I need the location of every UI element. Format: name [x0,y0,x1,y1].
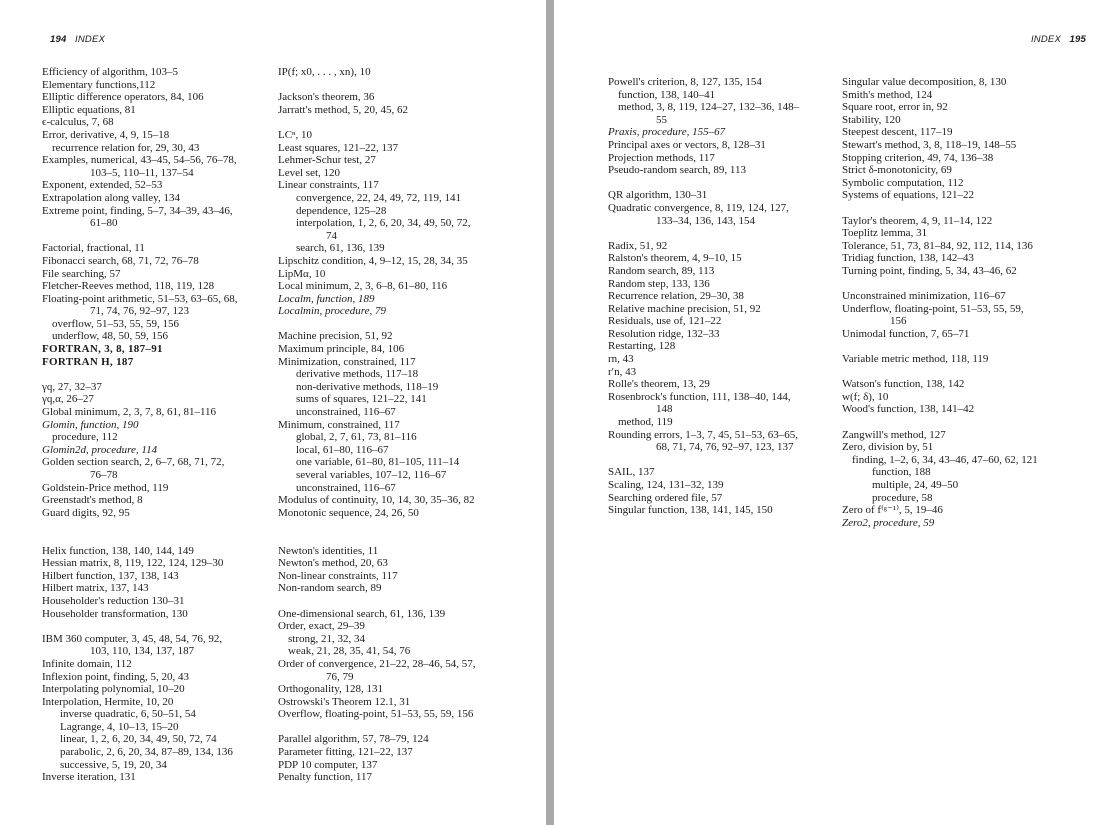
index-entry: Minimization, constrained, 117 [278,355,416,368]
index-entry: Rolle's theorem, 13, 29 [608,378,710,391]
index-entry: Glomin, function, 190 [42,418,139,431]
index-entry: Lehmer-Schur test, 27 [278,154,376,167]
index-entry: Order, exact, 29–39 [278,620,365,633]
index-entry: Fletcher-Reeves method, 118, 119, 128 [42,280,215,293]
index-subentry: procedure, 112 [52,431,118,444]
index-entry: Square root, error in, 92 [842,101,948,114]
index-entry: One-dimensional search, 61, 136, 139 [278,607,446,620]
index-entry: File searching, 57 [42,267,121,280]
entry-gap [608,454,836,467]
index-subentry: multiple, 24, 49–50 [872,479,959,491]
index-entry: Restarting, 128 [608,340,676,353]
index-entry: Householder transformation, 130 [42,607,188,620]
entry-gap [608,227,836,240]
index-entry: Ostrowski's Theorem 12.1, 31 [278,695,411,708]
left-running-head [50,34,105,45]
index-entry: Hessian matrix, 8, 119, 122, 124, 129–30 [42,557,224,570]
left-page-number: 194 [50,34,67,45]
index-entry: Systems of equations, 121–22 [842,189,974,202]
index-entry: Residuals, use of, 121–22 [608,315,722,328]
index-subentry: 68, 71, 74, 76, 92–97, 123, 137 [656,441,794,454]
right-page-title: INDEX [1030,34,1062,45]
index-subentry: one variable, 61–80, 81–105, 111–14 [296,456,460,469]
index-entry: Zero, division by, 51 [842,441,934,454]
right-page-number: 195 [1069,34,1086,45]
entry-gap [42,368,274,381]
index-entry: Radix, 51, 92 [608,239,668,252]
index-entry: Error, derivative, 4, 9, 15–18 [42,128,170,141]
index-entry: SAIL, 137 [608,466,655,479]
index-entry: Singular function, 138, 141, 145, 150 [608,504,773,517]
left-page-title: INDEX [74,34,106,45]
index-column-left-2 [278,66,536,784]
index-entry: Zero2, procedure, 59 [842,516,935,529]
index-subentry: 61–80 [90,217,118,230]
index-subentry: method, 3, 8, 119, 124–27, 132–36, 148– [618,101,800,114]
index-entry: Modulus of continuity, 10, 14, 30, 35–36, 82 [278,494,475,507]
entry-gap [842,278,1096,291]
index-entry: Local minimum, 2, 3, 6–8, 61–80, 116 [278,280,448,293]
index-entry: Orthogonality, 128, 131 [278,683,383,696]
index-subentry: unconstrained, 116–67 [296,406,396,419]
index-subentry: 103–5, 110–11, 137–54 [90,166,194,179]
index-entry: Localmin, procedure, 79 [278,305,386,318]
index-entry: Pseudo-random search, 89, 113 [608,164,746,177]
index-entry: Localm, function, 189 [278,292,375,305]
index-entry: Extrapolation along valley, 134 [42,191,180,204]
index-entry: Hilbert function, 137, 138, 143 [42,569,179,582]
index-subentry: successive, 5, 19, 20, 34 [60,758,167,771]
index-entry: Stewart's method, 3, 8, 118–19, 148–55 [842,138,1017,151]
index-subentry: 133–34, 136, 143, 154 [656,214,755,227]
entry-gap [278,318,536,331]
index-entry: Zero of f⁽ᵍ⁻¹⁾, 5, 19–46 [842,504,943,517]
index-entry: Order of convergence, 21–22, 28–46, 54, 57, [278,657,476,670]
index-subentry: 74 [326,229,337,242]
entry-gap [278,595,536,608]
index-entry: Jarratt's method, 5, 20, 45, 62 [278,103,408,116]
entry-gap [278,116,536,129]
index-subentry: strong, 21, 32, 34 [288,632,365,645]
index-entry: QR algorithm, 130–31 [608,189,708,202]
index-subentry: Lagrange, 4, 10–13, 15–20 [60,720,179,733]
index-subentry: parabolic, 2, 6, 20, 34, 87–89, 134, 136 [60,746,233,759]
index-subentry: interpolation, 1, 2, 6, 20, 34, 49, 50, 72, [296,217,471,230]
index-subentry: underflow, 48, 50, 59, 156 [52,330,168,343]
index-entry: Taylor's theorem, 4, 9, 11–14, 122 [842,214,993,227]
index-entry: Interpolating polynomial, 10–20 [42,683,185,696]
index-entry: PDP 10 computer, 137 [278,758,378,771]
entry-gap [278,532,536,545]
index-entry: Praxis, procedure, 155–67 [608,126,726,139]
entry-gap [42,620,274,633]
index-entry: ϵ-calculus, 7, 68 [42,116,114,129]
index-subentry: sums of squares, 121–22, 141 [296,393,427,406]
index-entry: Tolerance, 51, 73, 81–84, 92, 112, 114, 136 [842,239,1033,252]
book-gutter [546,0,554,825]
index-subentry: dependence, 125–28 [296,204,387,217]
index-entry: Powell's criterion, 8, 127, 135, 154 [608,76,762,88]
index-entry: IBM 360 computer, 3, 45, 48, 54, 76, 92, [42,632,223,645]
entry-gap [842,416,1096,429]
index-entry: Parameter fitting, 121–22, 137 [278,746,413,759]
index-entry: Least squares, 121–22, 137 [278,141,399,154]
index-entry: Unimodal function, 7, 65–71 [842,327,970,340]
right-running-head [1031,34,1086,45]
index-entry: Non-linear constraints, 117 [278,569,398,582]
index-entry: Golden section search, 2, 6–7, 68, 71, 72, [42,456,225,469]
index-entry: Factorial, fractional, 11 [42,242,145,255]
index-subentry: 103, 110, 134, 137, 187 [90,645,195,658]
index-entry: Level set, 120 [278,166,341,179]
index-entry: γq,α, 26–27 [42,393,94,406]
entry-gap [842,340,1096,353]
index-subentry: 55 [656,113,667,126]
index-entry: Principal axes or vectors, 8, 128–31 [608,138,766,151]
index-entry: Toeplitz lemma, 31 [842,227,928,240]
index-entry: Elliptic difference operators, 84, 106 [42,91,204,104]
entry-gap [42,519,274,532]
index-subentry: overflow, 51–53, 55, 59, 156 [52,317,179,330]
index-entry: Elementary functions,112 [42,78,156,91]
index-entry: Householder's reduction 130–31 [42,594,185,607]
index-entry: Goldstein-Price method, 119 [42,481,169,494]
index-entry: Relative machine precision, 51, 92 [608,302,761,315]
index-entry: Elliptic equations, 81 [42,103,136,116]
index-entry: Inverse iteration, 131 [42,771,136,784]
entry-gap [608,177,836,190]
index-subentry: weak, 21, 28, 35, 41, 54, 76 [288,645,411,658]
index-entry: Inflexion point, finding, 5, 20, 43 [42,670,189,683]
entry-gap [842,202,1096,215]
index-entry: Wood's function, 138, 141–42 [842,403,975,416]
entry-gap [278,721,536,734]
index-entry: Turning point, finding, 5, 34, 43–46, 62 [842,264,1017,277]
index-subentry: 156 [890,315,907,328]
index-entry: Strict δ-monotonicity, 69 [842,164,952,177]
index-entry: Jackson's theorem, 36 [278,91,375,104]
right-page [554,0,1100,825]
index-entry: γq, 27, 32–37 [42,380,102,393]
index-entry: Parallel algorithm, 57, 78–79, 124 [278,733,429,746]
index-subentry: finding, 1–2, 6, 34, 43–46, 47–60, 62, 121 [852,453,1038,466]
index-entry: Floating-point arithmetic, 51–53, 63–65, 68, [42,292,238,305]
index-subentry: 71, 74, 76, 92–97, 123 [90,305,189,318]
entry-gap [842,366,1096,379]
index-entry: Smith's method, 124 [842,88,933,101]
index-entry: Rosenbrock's function, 111, 138–40, 144, [608,390,791,403]
index-entry: Newton's identities, 11 [278,544,379,557]
index-entry: Steepest descent, 117–19 [842,126,953,139]
index-subentry: non-derivative methods, 118–19 [296,380,439,393]
index-entry: Exponent, extended, 52–53 [42,179,163,192]
index-entry: IP(f; x0, . . . , xn), 10 [278,66,371,78]
index-subentry: 76, 79 [326,670,354,683]
index-entry: Linear constraints, 117 [278,179,379,192]
index-entry: Symbolic computation, 112 [842,176,964,189]
index-entry: Watson's function, 138, 142 [842,378,965,391]
index-entry: Penalty function, 117 [278,771,372,784]
index-entry: Singular value decomposition, 8, 130 [842,76,1007,88]
index-entry: Glomin2d, procedure, 114 [42,443,158,456]
index-entry: Quadratic convergence, 8, 119, 124, 127, [608,201,789,214]
index-entry: Variable metric method, 118, 119 [842,353,989,366]
index-column-right-2 [842,76,1096,529]
entry-gap [278,79,536,92]
index-entry: LCⁿ, 10 [278,128,313,141]
index-entry: w(f; δ), 10 [842,390,889,403]
index-entry: Efficiency of algorithm, 103–5 [42,66,179,78]
index-entry: rn, 43 [608,353,634,366]
index-entry: Greenstadt's method, 8 [42,494,143,507]
index-entry: Non-random search, 89 [278,582,382,595]
index-subentry: 76–78 [90,469,118,481]
index-entry: Interpolation, Hermite, 10, 20 [42,695,174,708]
index-subentry: unconstrained, 116–67 [296,481,396,494]
index-entry: Helix function, 138, 140, 144, 149 [42,544,194,557]
index-entry: Projection methods, 117 [608,151,715,164]
index-entry: Zangwill's method, 127 [842,428,946,441]
index-entry: Guard digits, 92, 95 [42,506,130,519]
index-entry: Machine precision, 51, 92 [278,330,393,343]
index-entry: Hilbert matrix, 137, 143 [42,582,149,595]
index-subentry: global, 2, 7, 61, 73, 81–116 [296,431,417,444]
index-subentry: inverse quadratic, 6, 50–51, 54 [60,708,196,721]
index-subentry: function, 188 [872,466,931,479]
index-entry: Searching ordered file, 57 [608,491,723,504]
index-subentry: linear, 1, 2, 6, 20, 34, 49, 50, 72, 74 [60,733,217,746]
index-column-right-1 [608,76,836,517]
index-subentry: recurrence relation for, 29, 30, 43 [52,141,200,154]
index-entry: Monotonic sequence, 24, 26, 50 [278,506,419,519]
index-entry: FORTRAN H, 187 [42,355,134,368]
index-subentry: function, 138, 140–41 [618,88,716,101]
index-subentry: derivative methods, 117–18 [296,368,419,381]
index-entry: Rounding errors, 1–3, 7, 45, 51–53, 63–65, [608,428,799,441]
index-entry: Random search, 89, 113 [608,264,715,277]
index-entry: Tridiag function, 138, 142–43 [842,252,974,265]
index-entry: r′n, 43 [608,365,637,378]
index-entry: Examples, numerical, 43–45, 54–56, 76–78, [42,154,237,167]
index-entry: Resolution ridge, 132–33 [608,327,720,340]
index-entry: Underflow, floating-point, 51–53, 55, 59, [842,302,1024,315]
index-entry: Stopping criterion, 49, 74, 136–38 [842,151,994,164]
index-entry: Global minimum, 2, 3, 7, 8, 61, 81–116 [42,406,217,419]
index-entry: FORTRAN, 3, 8, 187–91 [42,343,163,356]
index-subentry: local, 61–80, 116–67 [296,443,389,456]
index-entry: Infinite domain, 112 [42,657,132,670]
index-subentry: 148 [656,403,673,416]
left-page [0,0,546,825]
index-entry: Minimum, constrained, 117 [278,418,400,431]
entry-gap [278,519,536,532]
index-entry: Fibonacci search, 68, 71, 72, 76–78 [42,254,199,267]
index-entry: Random step, 133, 136 [608,277,710,290]
index-entry: LipMα, 10 [278,267,326,280]
index-column-left-1 [42,66,274,784]
index-subentry: convergence, 22, 24, 49, 72, 119, 141 [296,191,461,204]
index-entry: Maximum principle, 84, 106 [278,343,405,356]
index-entry: Lipschitz condition, 4, 9–12, 15, 28, 34, 35 [278,254,468,267]
index-subentry: several variables, 107–12, 116–67 [296,469,447,481]
index-subentry: method, 119 [618,416,673,429]
index-subentry: search, 61, 136, 139 [296,242,385,255]
index-entry: Unconstrained minimization, 116–67 [842,290,1006,303]
index-entry: Extreme point, finding, 5–7, 34–39, 43–46, [42,204,233,217]
index-entry: Recurrence relation, 29–30, 38 [608,290,744,303]
index-entry: Ralston's theorem, 4, 9–10, 15 [608,252,742,265]
entry-gap [42,532,274,545]
index-entry: Stability, 120 [842,113,901,126]
entry-gap [42,230,274,243]
index-subentry: procedure, 58 [872,491,933,504]
index-entry: Overflow, floating-point, 51–53, 55, 59, 156 [278,708,474,721]
index-entry: Newton's method, 20, 63 [278,557,388,570]
index-entry: Scaling, 124, 131–32, 139 [608,479,724,491]
